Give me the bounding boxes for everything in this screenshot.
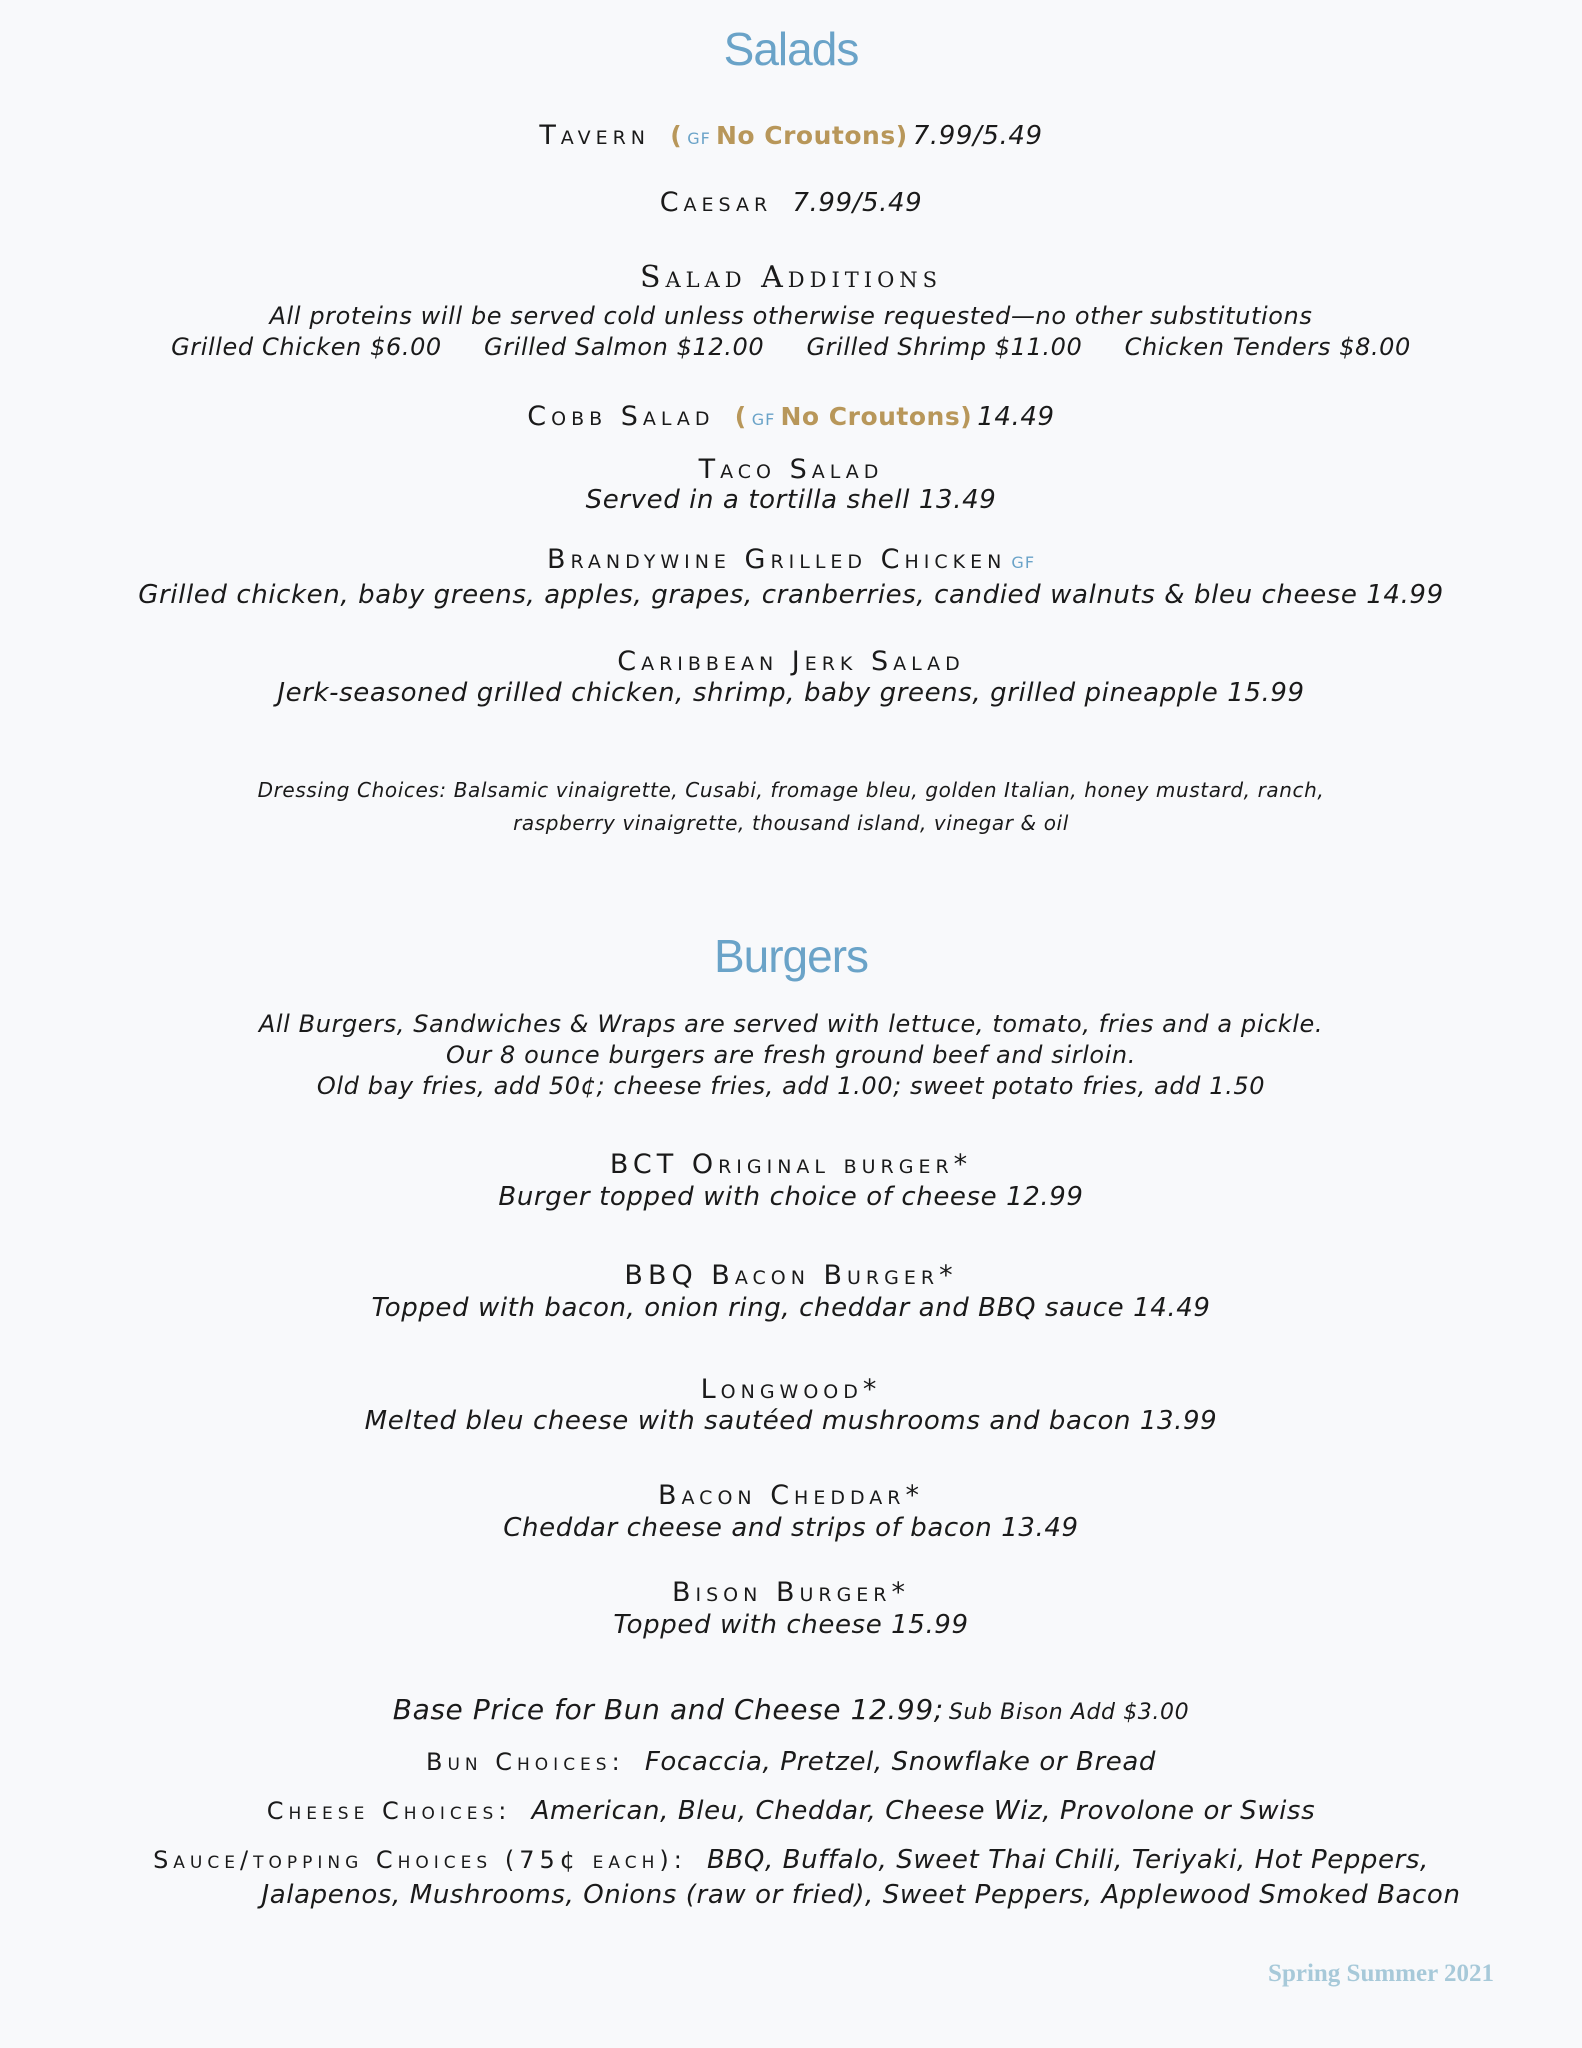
burger-desc: Melted bleu cheese with sautéed mushrooms and bacon 13.99	[364, 1406, 1218, 1436]
burger-name: Bacon Cheddar*	[658, 1480, 924, 1511]
dressing-choices-line-1: Dressing Choices: Balsamic vinaigrette, Cusabi, fromage bleu, golden Italian, honey mustard, ranch,	[257, 778, 1325, 802]
item-name: Brandywine Grilled Chicken	[546, 544, 1007, 575]
cheese-choices	[0, 1796, 1582, 1826]
burger-desc: Burger topped with choice of cheese 12.99	[498, 1182, 1084, 1212]
gf-note: No Croutons)	[715, 121, 908, 150]
cheese-choices-value: American, Bleu, Cheddar, Cheese Wiz, Provolone or Swiss	[531, 1796, 1316, 1826]
bun-choices	[0, 1747, 1582, 1777]
item-price: 7.99/5.49	[792, 188, 923, 218]
burger-name: Bison Burger*	[672, 1577, 910, 1608]
salad-additions-list	[0, 333, 1582, 361]
sauce-choices-value-2: Jalapenos, Mushrooms, Onions (raw or fried), Sweet Peppers, Applewood Smoked Bacon	[261, 1880, 1461, 1910]
menu-item-caesar	[0, 187, 1582, 218]
gluten-free-badge: GF	[751, 410, 776, 429]
paren: (	[734, 402, 747, 431]
dressing-choices-line-2: raspberry vinaigrette, thousand island, vinegar & oil	[513, 811, 1069, 835]
burgers-intro-line-3: Old bay fries, add 50¢; cheese fries, add 1.00; sweet potato fries, add 1.50	[316, 1072, 1266, 1100]
salads-title: Salads	[723, 23, 859, 75]
burger-name: Longwood*	[700, 1374, 882, 1405]
cheese-choices-label: Cheese Choices:	[266, 1797, 512, 1825]
menu-item-taco-desc: Served in a tortilla shell 13.49	[585, 485, 997, 515]
sauce-choices-label: Sauce/topping Choices (75¢ each):	[153, 1846, 687, 1874]
base-price-main: Base Price for Bun and Cheese 12.99;	[392, 1693, 944, 1726]
bun-choices-value: Focaccia, Pretzel, Snowflake or Bread	[644, 1747, 1156, 1777]
menu-item-caribbean-desc: Jerk-seasoned grilled chicken, shrimp, baby greens, grilled pineapple 15.99	[277, 678, 1305, 708]
burgers-intro-line-1: All Burgers, Sandwiches & Wraps are served with lettuce, tomato, fries and a pickle.	[258, 1010, 1324, 1038]
menu-item-brandywine-desc: Grilled chicken, baby greens, apples, grapes, cranberries, candied walnuts & bleu cheese 14.99	[138, 580, 1444, 610]
addition-item: Grilled Chicken $6.00	[171, 333, 442, 361]
item-price: 14.49	[977, 402, 1055, 432]
menu-item-taco-name: Taco Salad	[698, 454, 884, 485]
season-footer: Spring Summer 2021	[1268, 1960, 1494, 1987]
menu-item-caribbean-name: Caribbean Jerk Salad	[617, 646, 965, 677]
burger-name: BCT Original burger*	[609, 1149, 973, 1180]
item-price: 7.99/5.49	[912, 121, 1043, 151]
gluten-free-badge: GF	[687, 129, 711, 148]
base-price-line	[0, 1693, 1582, 1726]
burger-desc: Topped with cheese 15.99	[613, 1610, 969, 1640]
addition-item: Chicken Tenders $8.00	[1124, 333, 1411, 361]
burger-desc: Cheddar cheese and strips of bacon 13.49	[503, 1513, 1079, 1543]
gf-note: No Croutons)	[780, 402, 973, 431]
burgers-intro-line-2: Our 8 ounce burgers are fresh ground beef and sirloin.	[446, 1041, 1136, 1069]
bun-choices-label: Bun Choices:	[426, 1748, 625, 1776]
menu-item-brandywine-name	[0, 544, 1582, 575]
item-name: Caesar	[659, 187, 773, 218]
addition-item: Grilled Salmon $12.00	[484, 333, 765, 361]
menu-item-tavern	[0, 120, 1582, 151]
salad-additions-note: All proteins will be served cold unless otherwise requested—no other substitutions	[269, 302, 1313, 330]
sauce-choices	[0, 1845, 1582, 1875]
burgers-title: Burgers	[713, 930, 869, 982]
base-price-sub: Sub Bison Add $3.00	[948, 1700, 1190, 1725]
addition-item: Grilled Shrimp $11.00	[806, 333, 1083, 361]
gluten-free-badge: GF	[1011, 553, 1036, 572]
salad-additions-heading: Salad Additions	[639, 260, 943, 295]
burger-name: BBQ Bacon Burger*	[624, 1260, 958, 1291]
item-name: Cobb Salad	[527, 401, 715, 432]
item-name: Tavern	[539, 120, 651, 151]
burger-desc: Topped with bacon, onion ring, cheddar and BBQ sauce 14.49	[371, 1293, 1211, 1323]
menu-item-cobb	[0, 401, 1582, 432]
paren: (	[670, 121, 683, 150]
sauce-choices-value-1: BBQ, Buffalo, Sweet Thai Chili, Teriyaki, Hot Peppers,	[707, 1845, 1429, 1875]
